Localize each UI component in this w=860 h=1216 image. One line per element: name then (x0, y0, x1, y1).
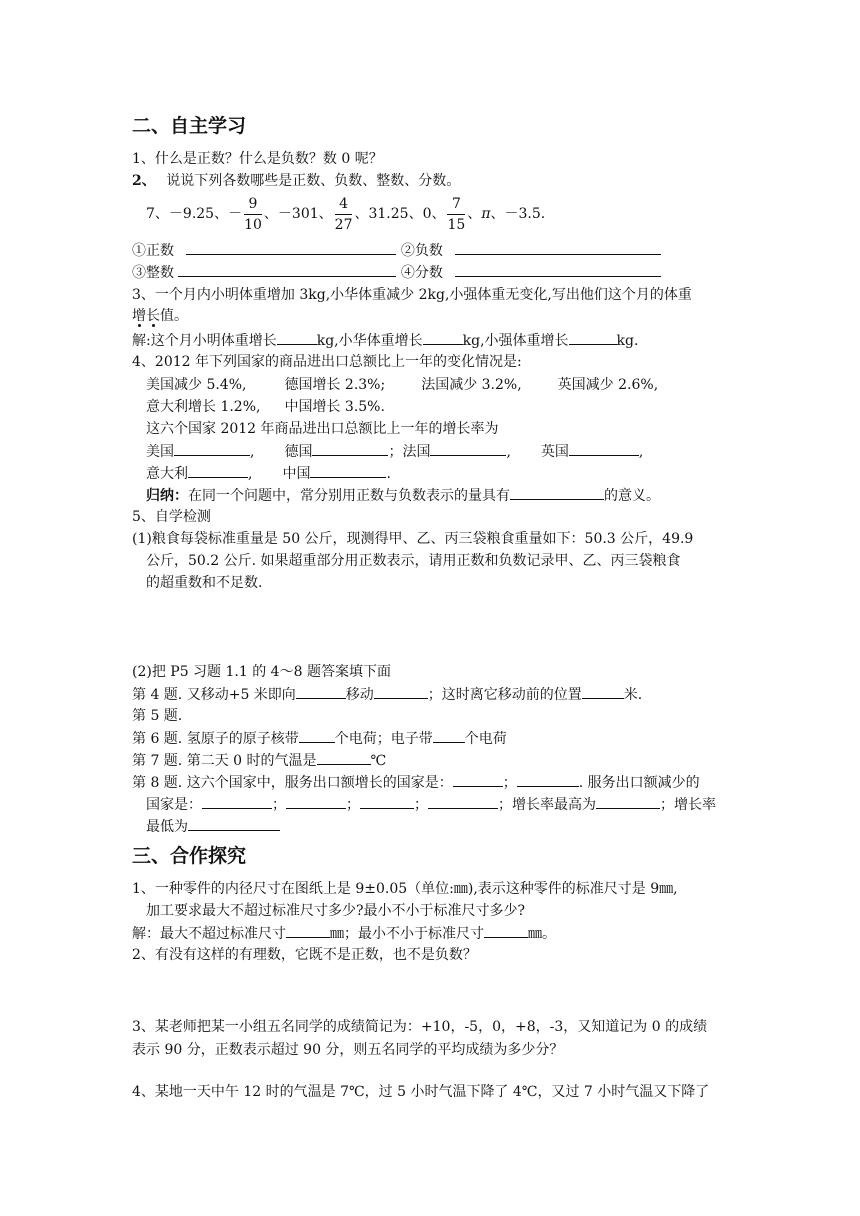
export-increase-field-2[interactable] (517, 772, 579, 787)
lowest-growth-field[interactable] (188, 816, 280, 831)
exercise-6: 第 6 题. 氢原子的原子核带 个电荷；电子带 个电荷 (132, 728, 507, 749)
question-5-1-line-2: 公斤，50.2 公斤. 如果超重部分用正数表示，请用正数和负数记录甲、乙、丙三袋粮食 (146, 553, 681, 569)
exercise-4-move-field[interactable] (374, 684, 428, 699)
emphasis-dot (152, 324, 155, 327)
section-title-self-study: 二、自主学习 (132, 115, 247, 137)
export-decrease-field-4[interactable] (428, 794, 498, 809)
xiaohua-answer-field[interactable] (423, 330, 463, 345)
numbers-part-e: 、－3.5. (490, 206, 546, 222)
uk-answer-field[interactable] (569, 441, 639, 456)
classify-row-2 (132, 262, 661, 283)
china-answer-field[interactable] (310, 463, 386, 478)
question-2-number: 2、 (132, 173, 156, 189)
negative-label: ②负数 (400, 243, 443, 259)
us-answer-field[interactable] (174, 441, 250, 456)
question-1: 1、什么是正数？什么是负数？数 0 呢？ (132, 151, 383, 167)
export-decrease-field-3[interactable] (360, 794, 414, 809)
question-4-fill-row-1: 美国 , 德国 ；法国 , 英国 , (146, 441, 643, 462)
exercise-4-direction-field[interactable] (296, 684, 346, 699)
inquiry-question-3-line-2: 表示 90 分，正数表示超过 90 分，则五名同学的平均成绩为多少分？ (132, 1042, 564, 1058)
integer-label: ③整数 (132, 265, 174, 281)
electron-charge-field[interactable] (433, 728, 465, 743)
inquiry-question-1-answer: 解：最大不超过标准尺寸 ㎜；最小不小于标准尺寸 ㎜。 (132, 923, 556, 944)
temperature-field[interactable] (317, 750, 371, 765)
export-increase-field-1[interactable] (453, 772, 503, 787)
exercise-4: 第 4 题. 又移动+5 米即向 移动 ；这时离它移动前的位置 米. (132, 684, 642, 705)
inquiry-question-3-line-1: 3、某老师把某一小组五名同学的成绩简记为：+10，-5，0，+8，-3，又知道记为 0 的成绩 (132, 1019, 708, 1035)
highest-growth-field[interactable] (596, 794, 660, 809)
negative-answer-field[interactable] (455, 240, 661, 255)
question-3-line-1: 3、一个月内小明体重增加 3kg,小华体重减少 2kg,小强体重无变化,写出他们这个月的体重 (132, 287, 692, 303)
numbers-part-d: 、 (467, 206, 482, 222)
summary-label: 归纳： (146, 488, 188, 504)
number-list (146, 193, 545, 237)
exercise-5: 第 5 题. (132, 708, 183, 724)
max-tolerance-field[interactable] (286, 923, 330, 938)
question-5-heading: 5、自学检测 (132, 509, 211, 525)
numbers-part-a: 7、－9.25、－ (146, 206, 243, 222)
germany-answer-field[interactable] (312, 441, 388, 456)
exercise-8-line-1: 第 8 题. 这六个国家中，服务出口额增长的国家是： ； . 服务出口额减少的 (132, 772, 700, 793)
summary: 归纳：在同一个问题中，常分别用正数与负数表示的量具有 的意义。 (146, 485, 660, 506)
positive-label: ①正数 (132, 243, 174, 259)
exercise-8-line-2: 国家是： ； ； ； ；增长率最高为 ；增长率 (146, 794, 716, 815)
question-4-fill-row-2: 意大利 , 中国 . (146, 463, 391, 484)
export-decrease-field-1[interactable] (202, 794, 272, 809)
fraction-4-27: $\frac{4}{27}$ (334, 195, 353, 233)
xiaoming-answer-field[interactable] (277, 330, 317, 345)
summary-answer-field[interactable] (510, 485, 604, 500)
exercise-4-distance-field[interactable] (582, 684, 624, 699)
inquiry-question-1-line-2: 加工要求最大不超过标准尺寸多少?最小不小于标准尺寸多少? (146, 903, 526, 919)
question-4-ask: 这六个国家 2012 年商品进出口总额比上一年的增长率为 (146, 421, 499, 437)
question-4-data-row-2: 意大利增长 1.2%, 中国增长 3.5%. (146, 399, 385, 415)
exercise-7: 第 7 题. 第二天 0 时的气温是 ℃ (132, 750, 386, 771)
section-title-cooperative-inquiry: 三、合作探究 (132, 845, 247, 867)
positive-answer-field[interactable] (186, 240, 396, 255)
question-5-1-line-3: 的超重数和不足数. (146, 575, 263, 591)
integer-answer-field[interactable] (178, 262, 396, 277)
question-3-line-2: 增长值。 (132, 308, 188, 324)
numbers-part-c: 、31.25、0、 (354, 206, 446, 222)
france-answer-field[interactable] (430, 441, 506, 456)
question-2 (132, 171, 460, 191)
export-decrease-field-2[interactable] (286, 794, 346, 809)
fraction-7-15: $\frac{7}{15}$ (447, 195, 466, 233)
inquiry-question-2: 2、有没有这样的有理数，它既不是正数，也不是负数？ (132, 947, 477, 963)
inquiry-question-4: 4、某地一天中午 12 时的气温是 7℃，过 5 小时气温下降了 4℃，又过 7 小时气温又下降了 (132, 1084, 710, 1100)
fraction-label: ④分数 (400, 265, 443, 281)
question-5-2: (2)把 P5 习题 1.1 的 4～8 题答案填下面 (132, 664, 391, 680)
fraction-9-10: $\frac{9}{10}$ (244, 195, 262, 233)
numbers-part-b: 、－301、 (263, 206, 333, 222)
inquiry-question-1-line-1: 1、一种零件的内径尺寸在图纸上是 9±0.05（单位:㎜),表示这种零件的标准尺寸是 9㎜, (132, 881, 678, 897)
question-4-data-row-1: 美国减少 5.4%, 德国增长 2.3%; 法国减少 3.2%, 英国减少 2.6%, (146, 377, 659, 393)
exercise-8-line-3: 最低为 (146, 816, 280, 837)
question-3-answer: 解:这个月小明体重增长 kg,小华体重增长 kg,小强体重增长 kg. (132, 330, 638, 351)
nucleus-charge-field[interactable] (299, 728, 335, 743)
question-2-text: 说说下列各数哪些是正数、负数、整数、分数。 (166, 173, 461, 189)
fraction-answer-field[interactable] (455, 262, 661, 277)
question-4-intro: 4、2012 年下列国家的商品进出口总额比上一年的变化情况是: (132, 354, 522, 370)
italy-answer-field[interactable] (188, 463, 248, 478)
xiaoqiang-answer-field[interactable] (569, 330, 617, 345)
pi-symbol: π (481, 206, 491, 222)
min-tolerance-field[interactable] (484, 923, 528, 938)
question-5-1-line-1: (1)粮食每袋标准重量是 50 公斤，现测得甲、乙、丙三袋粮食重量如下：50.3 公斤，49.9 (132, 531, 694, 547)
emphasis-dot (138, 324, 141, 327)
classify-row-1 (132, 240, 661, 261)
